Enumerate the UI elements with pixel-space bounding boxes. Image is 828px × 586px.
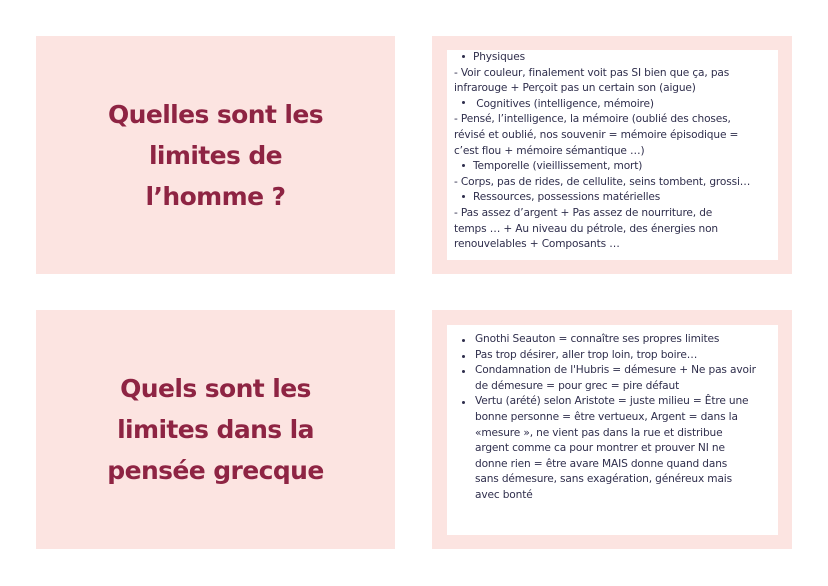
question-card-1: [36, 36, 395, 274]
answer-panel-2: [447, 325, 778, 535]
answer-card-1: [432, 36, 792, 274]
list-item-text: - Pas assez d’argent + Pas assez de nourriture, de: [454, 206, 713, 219]
bullet-list: [447, 332, 778, 504]
question-line: limites dans la: [117, 415, 314, 444]
bullet-icon: [462, 195, 465, 198]
question-line: pensée grecque: [107, 456, 324, 485]
question-title-1: [108, 94, 323, 217]
bullet-icon: [462, 355, 465, 358]
answer-panel-1: [447, 50, 778, 260]
question-line: Quels sont les: [120, 374, 311, 403]
list-item-text: - Pensé, l’intelligence, la mémoire (oublié des choses,: [454, 113, 731, 126]
question-line: Quelles sont les: [108, 99, 323, 129]
list-item-text: c’est flou + mémoire sémantique …): [454, 144, 645, 157]
list-item-bullet: Physiques: [454, 50, 778, 66]
list-item-text: renouvelables + Composants …: [454, 238, 620, 251]
bullet-icon: [462, 370, 465, 373]
list-item-text: révisé et oublié, nos souvenir = mémoire épisodique =: [454, 128, 739, 141]
question-card-2: [36, 310, 395, 549]
list-item-bullet: Ressources, possessions matérielles: [454, 190, 778, 206]
list-item-text: infrarouge + Perçoit pas un certain son (aigue): [454, 82, 696, 95]
list-item-text: temps … + Au niveau du pétrole, des énergies non: [454, 222, 718, 235]
answer-card-2: [432, 310, 792, 549]
question-line: limites de: [148, 140, 283, 170]
list-item-text: - Corps, pas de rides, de cellulite, seins tombent, grossi…: [454, 175, 751, 188]
bullet-icon: [462, 101, 465, 104]
list-item-bullet: Cognitives (intelligence, mémoire): [454, 97, 778, 113]
list-item: Condamnation de l'Hubris = démesure + Ne pas avoir de démesure = pour grec = pire défaut: [447, 363, 778, 394]
list-item: Pas trop désirer, aller trop loin, trop boire…: [447, 348, 778, 364]
question-line: l’homme ?: [145, 181, 286, 211]
list-item-text: - Voir couleur, finalement voit pas SI bien que ça, pas: [454, 66, 730, 79]
list-item: Gnothi Seauton = connaître ses propres limites: [447, 332, 778, 348]
bullet-icon: [462, 339, 465, 342]
bullet-icon: [462, 164, 465, 167]
question-title-2: [107, 368, 323, 491]
list-item-bullet: Temporelle (vieillissement, mort): [454, 159, 778, 175]
bullet-icon: [462, 55, 465, 58]
bullet-icon: [462, 401, 465, 404]
list-item: Vertu (arété) selon Aristote = juste milieu = Être une bonne personne = être vertueux, Argent = dans la «mesure », ne vient pas dans la rue et distribue argent comme ca pour montrer et prouver NI ne donne rien = être avare MAIS donne quand dans sans démesure, sans exagération, généreux mais avec bonté: [447, 394, 778, 503]
